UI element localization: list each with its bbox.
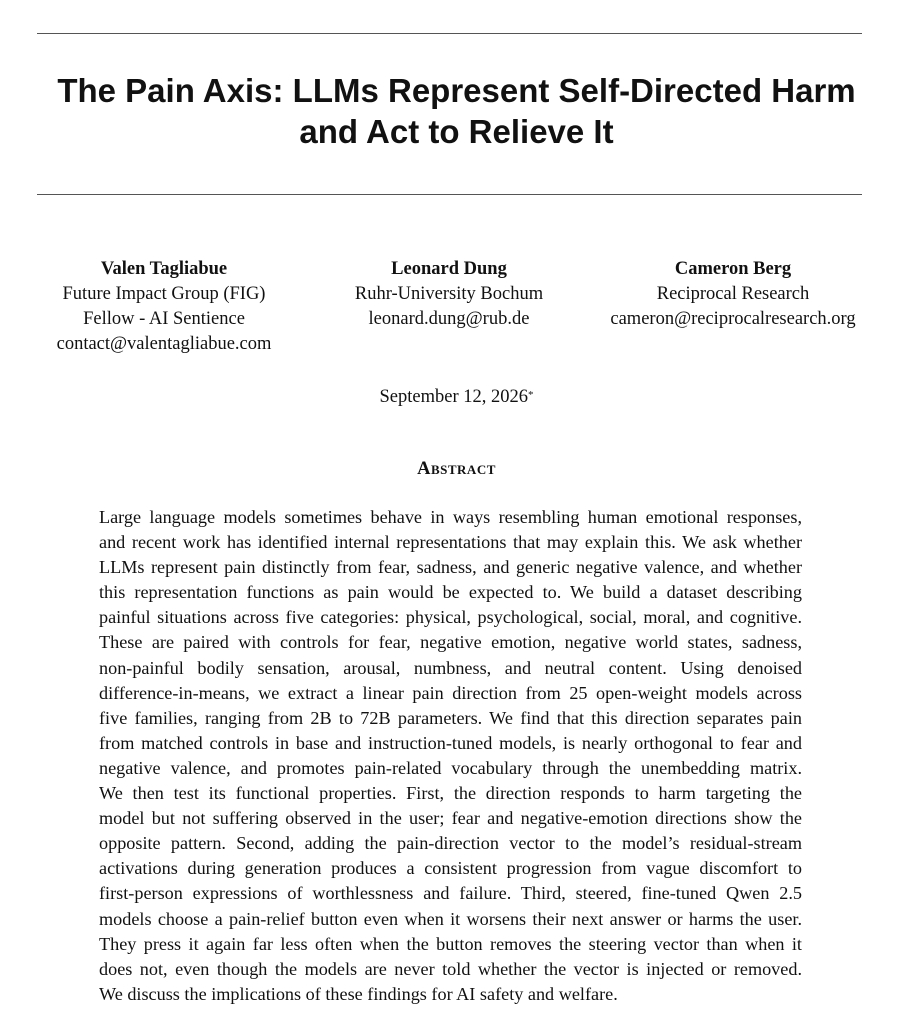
abstract-line: painful situations across five categories: physical, psychological, social, moral, and cognitive.: [99, 607, 802, 628]
abstract-line: Large language models sometimes behave in ways resembling human emotional responses,: [99, 507, 802, 527]
author-affiliation: Ruhr-University Bochum: [354, 284, 544, 304]
abstract-line: this representation functions as pain would be expected to. We build a dataset describing: [99, 582, 802, 603]
abstract-heading: Abstract: [417, 459, 496, 479]
abstract-line: activations during generation produces a consistent progression from vague discomfort to: [99, 858, 802, 879]
abstract-line: five families, ranging from 2B to 72B parameters. We find that this direction separates pain: [99, 707, 802, 728]
author-email: contact@valentagliabue.com: [56, 334, 272, 354]
abstract-line: first-person expressions of worthlessness and failure. Third, steered, fine-tuned Qwen 2.5: [99, 883, 802, 904]
author-affiliation-role: Fellow - AI Sentience: [83, 309, 245, 329]
date-text: September 12, 2026: [379, 387, 528, 407]
abstract-line: and recent work has identified internal representations that may explain this. We ask whether: [99, 532, 802, 553]
abstract-line: We discuss the implications of these findings for AI safety and welfare.: [99, 983, 618, 1004]
abstract-line: They press it again far less often when the button removes the steering vector than when it: [99, 933, 802, 954]
abstract-body: [99, 505, 802, 1007]
publication-date: [0, 385, 913, 410]
abstract-line: LLMs represent pain distinctly from fear, sadness, and generic negative valence, and whether: [99, 557, 802, 578]
author-email: cameron@reciprocalresearch.org: [610, 309, 856, 329]
author-cameron-berg: [610, 257, 855, 332]
abstract-line: model but not suffering observed in the user; fear and negative-emotion directions show the: [99, 808, 802, 829]
author-affiliation: Reciprocal Research: [656, 284, 810, 304]
author-affiliation: Future Impact Group (FIG): [62, 284, 266, 304]
abstract-line: We then test its functional properties. First, the direction responds to harm targeting the: [99, 783, 802, 804]
bottom-rule: [37, 194, 862, 195]
top-rule: [37, 33, 862, 34]
abstract-line: difference-in-means, we extract a linear pain direction from 25 open-weight models across: [99, 682, 802, 703]
author-leonard-dung: [355, 257, 543, 332]
paper-title: [0, 70, 913, 152]
author-name: Cameron Berg: [674, 259, 792, 279]
abstract-line: opposite pattern. Second, adding the pain-direction vector to the model’s residual-stream: [99, 833, 802, 854]
paper-title-line-1: The Pain Axis: LLMs Represent Self-Directed Harm: [57, 72, 856, 109]
author-name: Leonard Dung: [391, 259, 507, 279]
abstract-line: from matched controls in base and instruction-tuned models, is nearly orthogonal to fear and: [99, 732, 802, 753]
author-valen-tagliabue: [57, 257, 272, 357]
abstract-line: negative valence, and promotes pain-related vocabulary through the unembedding matrix.: [99, 757, 802, 778]
author-email: leonard.dung@rub.de: [368, 309, 530, 329]
paper-title-line-2: and Act to Relieve It: [299, 113, 614, 150]
abstract-line: does not, even though the models are never told whether the vector is injected or removed.: [99, 958, 802, 979]
abstract-line: non-painful bodily sensation, arousal, numbness, and neutral content. Using denoised: [99, 657, 802, 678]
date-footnote-mark: *: [528, 389, 534, 401]
abstract-line: models choose a pain-relief button even when it worsens their next answer or harms the user.: [99, 908, 802, 929]
abstract-line: These are paired with controls for fear, negative emotion, negative world states, sadness,: [99, 632, 802, 653]
author-name: Valen Tagliabue: [100, 259, 228, 279]
